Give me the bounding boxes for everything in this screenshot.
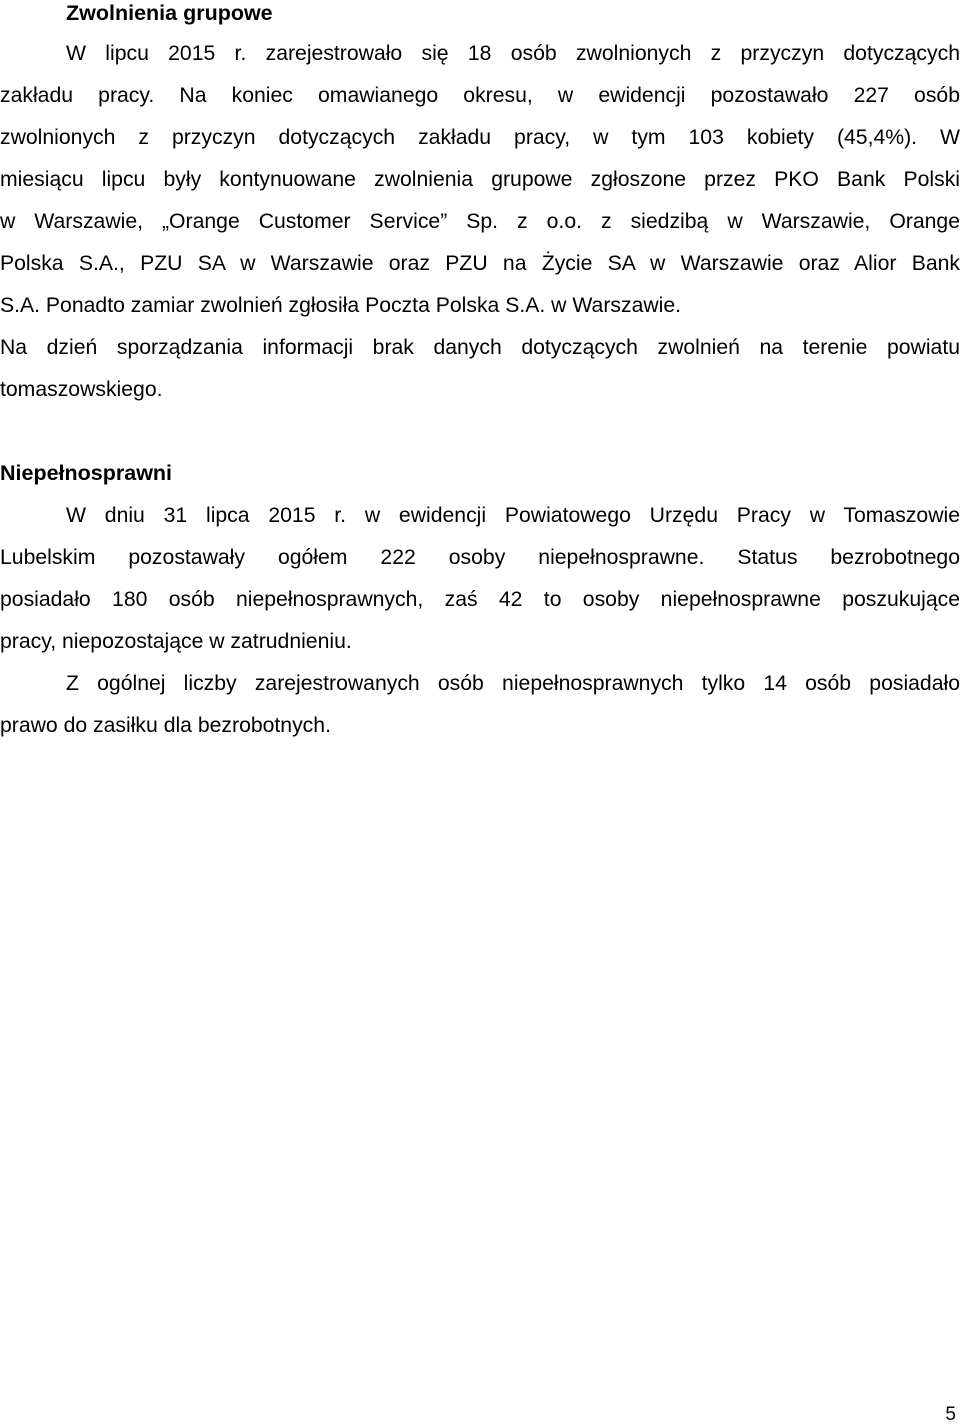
text-line: Lubelskim pozostawały ogółem 222 osoby niepełnosprawne. Status bezrobotnego xyxy=(0,546,960,569)
page-number: 5 xyxy=(945,1404,956,1425)
text-line: zakładu pracy. Na koniec omawianego okresu, w ewidencji pozostawało 227 osób xyxy=(0,84,960,107)
text-line: prawo do zasiłku dla bezrobotnych. xyxy=(0,714,331,737)
text-line: zwolnionych z przyczyn dotyczących zakładu pracy, w tym 103 kobiety (45,4%). W xyxy=(0,126,960,149)
text-line: pracy, niepozostające w zatrudnieniu. xyxy=(0,630,352,653)
text-line: Z ogólnej liczby zarejestrowanych osób niepełnosprawnych tylko 14 osób posiadało xyxy=(66,672,960,695)
text-line: Na dzień sporządzania informacji brak danych dotyczących zwolnień na terenie powiatu xyxy=(0,336,960,359)
section-heading-layoffs: Zwolnienia grupowe xyxy=(66,1,273,25)
text-line: posiadało 180 osób niepełnosprawnych, zaś 42 to osoby niepełnosprawne poszukujące xyxy=(0,588,960,611)
text-line: tomaszowskiego. xyxy=(0,378,163,401)
section-heading-disabled: Niepełnosprawni xyxy=(0,461,173,485)
text-line: W dniu 31 lipca 2015 r. w ewidencji Powiatowego Urzędu Pracy w Tomaszowie xyxy=(66,504,960,527)
text-line: S.A. Ponadto zamiar zwolnień zgłosiła Poczta Polska S.A. w Warszawie. xyxy=(0,294,682,317)
text-line: W lipcu 2015 r. zarejestrowało się 18 osób zwolnionych z przyczyn dotyczących xyxy=(66,42,960,65)
text-line: w Warszawie, „Orange Customer Service” Sp. z o.o. z siedzibą w Warszawie, Orange xyxy=(0,210,960,233)
text-line: miesiącu lipcu były kontynuowane zwolnienia grupowe zgłoszone przez PKO Bank Polski xyxy=(0,168,960,191)
text-line: Polska S.A., PZU SA w Warszawie oraz PZU na Życie SA w Warszawie oraz Alior Bank xyxy=(0,252,960,275)
